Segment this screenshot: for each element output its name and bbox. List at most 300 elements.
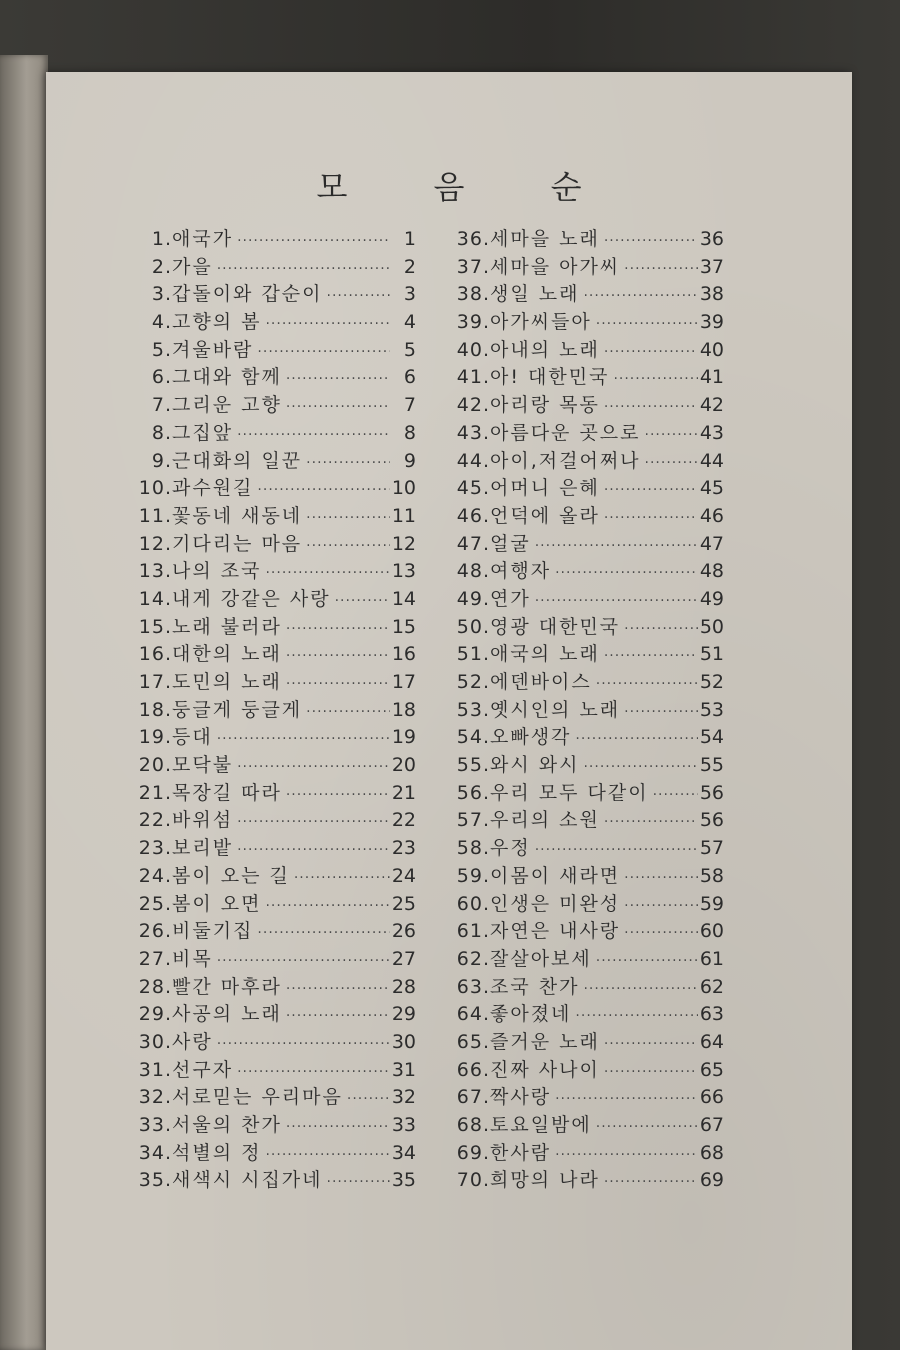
- entry-number: 54.: [456, 726, 490, 749]
- toc-entry: [126, 473, 416, 501]
- entry-number: 55.: [456, 754, 490, 777]
- leader-dots: [624, 898, 698, 914]
- leader-dots: [604, 344, 698, 360]
- entry-page-number: 58: [699, 864, 724, 887]
- entry-page-number: 10: [391, 477, 416, 500]
- toc-entry: [126, 778, 416, 806]
- leader-dots: [237, 233, 390, 249]
- toc-entry: [126, 612, 416, 640]
- entry-title: 가을: [172, 255, 213, 278]
- leader-dots: [265, 898, 390, 914]
- leader-dots: [624, 870, 698, 886]
- entry-number: 28.: [138, 975, 172, 998]
- entry-page-number: 46: [699, 504, 724, 527]
- entry-number: 48.: [456, 560, 490, 583]
- entry-title: 등대: [172, 726, 213, 749]
- entry-page-number: 56: [699, 809, 724, 832]
- entry-title: 영광 대한민국: [490, 615, 621, 638]
- entry-page-number: 7: [403, 394, 416, 417]
- entry-number: 29.: [138, 1003, 172, 1026]
- leader-dots: [286, 621, 390, 637]
- entry-number: 4.: [151, 311, 172, 334]
- leader-dots: [535, 538, 698, 554]
- entry-page-number: 11: [391, 504, 416, 527]
- leader-dots: [604, 510, 698, 526]
- entry-page-number: 50: [699, 615, 724, 638]
- toc-entry: [434, 916, 724, 944]
- entry-number: 69.: [456, 1141, 490, 1164]
- entry-page-number: 32: [391, 1086, 416, 1109]
- leader-dots: [237, 1064, 390, 1080]
- toc-entry: [434, 695, 724, 723]
- entry-number: 52.: [456, 671, 490, 693]
- entry-title: 어머니 은혜: [490, 477, 600, 500]
- leader-dots: [306, 704, 390, 720]
- entry-title: 서울의 찬가: [172, 1114, 282, 1136]
- leader-dots: [237, 842, 390, 858]
- toc-entry: [434, 529, 724, 557]
- entry-page-number: 4: [403, 311, 416, 334]
- toc-entry: [434, 861, 724, 889]
- entry-page-number: 34: [391, 1141, 416, 1164]
- entry-page-number: 37: [699, 255, 724, 278]
- entry-page-number: 19: [391, 726, 416, 749]
- leader-dots: [604, 1174, 698, 1190]
- entry-number: 32.: [138, 1086, 172, 1109]
- entry-title: 우리의 소원: [490, 809, 600, 832]
- entry-title: 겨울바람: [172, 338, 254, 361]
- entry-number: 1.: [151, 228, 172, 250]
- entry-page-number: 43: [699, 421, 724, 444]
- entry-page-number: 6: [403, 366, 416, 389]
- leader-dots: [624, 925, 698, 941]
- entry-title: 좋아졌네: [490, 1003, 572, 1026]
- entry-number: 12.: [138, 532, 172, 555]
- entry-page-number: 36: [699, 228, 724, 250]
- entry-number: 22.: [138, 809, 172, 832]
- entry-page-number: 67: [699, 1114, 724, 1136]
- toc-entry: [126, 750, 416, 778]
- toc-entry: [434, 999, 724, 1027]
- leader-dots: [583, 981, 698, 997]
- entry-number: 43.: [456, 421, 490, 444]
- leader-dots: [265, 565, 390, 581]
- entry-title: 진짜 사나이: [490, 1058, 600, 1081]
- entry-page-number: 29: [391, 1003, 416, 1026]
- entry-title: 도민의 노래: [172, 671, 282, 693]
- entry-number: 11.: [138, 504, 172, 527]
- entry-number: 65.: [456, 1030, 490, 1053]
- entry-number: 68.: [456, 1114, 490, 1136]
- entry-title: 이몸이 새라면: [490, 864, 621, 887]
- toc-entry: [434, 307, 724, 335]
- entry-number: 13.: [138, 560, 172, 583]
- entry-number: 14.: [138, 587, 172, 610]
- toc-entry: [126, 1082, 416, 1110]
- entry-number: 27.: [138, 947, 172, 970]
- entry-title: 아리랑 목동: [490, 394, 600, 417]
- entry-page-number: 45: [699, 477, 724, 500]
- entry-page-number: 23: [391, 837, 416, 860]
- leader-dots: [624, 621, 698, 637]
- entry-title: 대한의 노래: [172, 643, 282, 666]
- entry-title: 비목: [172, 947, 213, 970]
- entry-page-number: 38: [699, 283, 724, 306]
- leader-dots: [596, 953, 698, 969]
- toc-entry: [434, 446, 724, 474]
- entry-page-number: 65: [699, 1058, 724, 1081]
- entry-page-number: 57: [699, 837, 724, 860]
- entry-title: 와시 와시: [490, 754, 580, 777]
- leader-dots: [604, 1064, 698, 1080]
- toc-entry: [126, 1165, 416, 1193]
- toc-entry: [126, 944, 416, 972]
- entry-page-number: 61: [699, 947, 724, 970]
- entry-number: 31.: [138, 1058, 172, 1081]
- entry-page-number: 68: [699, 1141, 724, 1164]
- leader-dots: [596, 676, 698, 692]
- leader-dots: [257, 482, 390, 498]
- entry-number: 64.: [456, 1003, 490, 1026]
- entry-page-number: 54: [699, 726, 724, 749]
- toc-entry: [434, 833, 724, 861]
- leader-dots: [604, 648, 698, 664]
- toc-entry: [434, 1055, 724, 1083]
- leader-dots: [286, 787, 390, 803]
- toc-entry: [126, 1138, 416, 1166]
- toc-entry: [434, 501, 724, 529]
- toc-entry: [434, 390, 724, 418]
- toc-entry: [434, 335, 724, 363]
- entry-number: 18.: [138, 698, 172, 721]
- entry-title: 석별의 정: [172, 1141, 262, 1164]
- leader-dots: [624, 261, 698, 277]
- entry-page-number: 17: [391, 671, 416, 693]
- entry-number: 24.: [138, 864, 172, 887]
- entry-page-number: 51: [699, 643, 724, 666]
- leader-dots: [286, 648, 390, 664]
- entry-title: 서로믿는 우리마음: [172, 1086, 343, 1109]
- leader-dots: [237, 814, 390, 830]
- toc-entry: [126, 999, 416, 1027]
- entry-page-number: 30: [391, 1030, 416, 1053]
- entry-number: 10.: [138, 477, 172, 500]
- entry-title: 아! 대한민국: [490, 366, 610, 389]
- entry-page-number: 25: [391, 892, 416, 915]
- toc-entry: [434, 778, 724, 806]
- entry-page-number: 16: [391, 643, 416, 666]
- leader-dots: [306, 455, 390, 471]
- entry-page-number: 26: [391, 920, 416, 943]
- leader-dots: [257, 344, 390, 360]
- entry-page-number: 55: [699, 754, 724, 777]
- toc-entry: [126, 224, 416, 252]
- toc-entry: [126, 362, 416, 390]
- entry-page-number: 8: [403, 421, 416, 444]
- leader-dots: [596, 1119, 698, 1135]
- toc-entry: [434, 639, 724, 667]
- leader-dots: [555, 1147, 698, 1163]
- leader-dots: [265, 1147, 390, 1163]
- leader-dots: [286, 371, 390, 387]
- entry-number: 25.: [138, 892, 172, 915]
- entry-page-number: 69: [699, 1169, 724, 1192]
- leader-dots: [335, 593, 390, 609]
- entry-number: 8.: [151, 421, 172, 444]
- entry-number: 49.: [456, 587, 490, 610]
- entry-number: 7.: [151, 394, 172, 417]
- toc-entry: [126, 667, 416, 695]
- leader-dots: [294, 870, 390, 886]
- entry-page-number: 48: [699, 560, 724, 583]
- leader-dots: [217, 953, 390, 969]
- entry-page-number: 41: [699, 366, 724, 389]
- entry-title: 고향의 봄: [172, 311, 262, 334]
- leader-dots: [327, 288, 390, 304]
- toc-entry: [434, 944, 724, 972]
- entry-title: 아름다운 곳으로: [490, 421, 641, 444]
- toc-entry: [126, 889, 416, 917]
- toc-entry: [434, 667, 724, 695]
- entry-number: 15.: [138, 615, 172, 638]
- entry-page-number: 60: [699, 920, 724, 943]
- toc-entry: [434, 252, 724, 280]
- entry-page-number: 21: [391, 781, 416, 804]
- entry-title: 갑돌이와 갑순이: [172, 283, 323, 306]
- leader-dots: [217, 1036, 390, 1052]
- entry-number: 26.: [138, 920, 172, 943]
- entry-title: 봄이 오는 길: [172, 864, 290, 887]
- toc-entry: [434, 722, 724, 750]
- leader-dots: [265, 316, 390, 332]
- entry-title: 노래 불러라: [172, 615, 282, 638]
- entry-number: 17.: [138, 671, 172, 693]
- entry-title: 바위섬: [172, 809, 234, 832]
- toc-entry: [126, 722, 416, 750]
- entry-title: 연가: [490, 587, 531, 610]
- leader-dots: [653, 787, 698, 803]
- toc-entry: [126, 1027, 416, 1055]
- toc-entry: [126, 1055, 416, 1083]
- toc-entry: [126, 307, 416, 335]
- entry-title: 우리 모두 다같이: [490, 781, 649, 804]
- entry-page-number: 12: [391, 532, 416, 555]
- entry-page-number: 31: [391, 1058, 416, 1081]
- toc-entry: [434, 889, 724, 917]
- entry-page-number: 63: [699, 1003, 724, 1026]
- leader-dots: [604, 482, 698, 498]
- toc-entry: [434, 1165, 724, 1193]
- entry-number: 58.: [456, 837, 490, 860]
- toc-entry: [434, 362, 724, 390]
- entry-number: 46.: [456, 504, 490, 527]
- entry-page-number: 59: [699, 892, 724, 915]
- entry-title: 우정: [490, 837, 531, 860]
- entry-title: 얼굴: [490, 532, 531, 555]
- leader-dots: [347, 1091, 390, 1107]
- leader-dots: [583, 288, 698, 304]
- entry-title: 인생은 미완성: [490, 892, 621, 915]
- leader-dots: [575, 731, 698, 747]
- entry-page-number: 33: [391, 1114, 416, 1136]
- entry-page-number: 18: [391, 698, 416, 721]
- entry-page-number: 42: [699, 394, 724, 417]
- entry-title: 짝사랑: [490, 1086, 552, 1109]
- entry-page-number: 5: [403, 338, 416, 361]
- leader-dots: [237, 427, 390, 443]
- entry-title: 보리밭: [172, 837, 234, 860]
- entry-page-number: 56: [699, 781, 724, 804]
- entry-title: 그대와 함께: [172, 366, 282, 389]
- entry-title: 내게 강같은 사랑: [172, 587, 331, 610]
- entry-page-number: 44: [699, 449, 724, 472]
- entry-title: 아내의 노래: [490, 338, 600, 361]
- toc-entry: [126, 529, 416, 557]
- entry-number: 50.: [456, 615, 490, 638]
- toc-entry: [126, 639, 416, 667]
- toc-entry: [126, 252, 416, 280]
- entry-number: 34.: [138, 1141, 172, 1164]
- entry-page-number: 13: [391, 560, 416, 583]
- entry-page-number: 27: [391, 947, 416, 970]
- leader-dots: [286, 676, 390, 692]
- leader-dots: [327, 1174, 390, 1190]
- toc-entry: [126, 418, 416, 446]
- leader-dots: [613, 371, 698, 387]
- leader-dots: [604, 814, 698, 830]
- entry-number: 44.: [456, 449, 490, 472]
- leader-dots: [286, 1119, 390, 1135]
- entry-title: 세마을 노래: [490, 228, 600, 250]
- entry-title: 비둘기집: [172, 920, 254, 943]
- entry-title: 사공의 노래: [172, 1003, 282, 1026]
- entry-title: 아이,저걸어쩌나: [490, 449, 641, 472]
- entry-number: 36.: [456, 228, 490, 250]
- entry-number: 38.: [456, 283, 490, 306]
- entry-title: 한사람: [490, 1141, 552, 1164]
- entry-title: 그리운 고향: [172, 394, 282, 417]
- entry-page-number: 66: [699, 1086, 724, 1109]
- entry-title: 나의 조국: [172, 560, 262, 583]
- leader-dots: [217, 261, 390, 277]
- toc-entry: [126, 279, 416, 307]
- entry-page-number: 49: [699, 587, 724, 610]
- entry-page-number: 40: [699, 338, 724, 361]
- leader-dots: [535, 593, 698, 609]
- entry-title: 잘살아보세: [490, 947, 592, 970]
- toc-column-right: [434, 224, 724, 1193]
- entry-title: 둥글게 둥글게: [172, 698, 303, 721]
- entry-page-number: 2: [403, 255, 416, 278]
- leader-dots: [286, 981, 390, 997]
- entry-title: 자연은 내사랑: [490, 920, 621, 943]
- entry-number: 45.: [456, 477, 490, 500]
- entry-page-number: 53: [699, 698, 724, 721]
- entry-number: 57.: [456, 809, 490, 832]
- toc-entry: [126, 390, 416, 418]
- toc-entry: [434, 556, 724, 584]
- toc-entry: [434, 473, 724, 501]
- toc-entry: [434, 1110, 724, 1138]
- leader-dots: [575, 1008, 698, 1024]
- toc-entry: [126, 501, 416, 529]
- entry-page-number: 28: [391, 975, 416, 998]
- entry-number: 42.: [456, 394, 490, 417]
- entry-number: 67.: [456, 1086, 490, 1109]
- toc-entry: [126, 584, 416, 612]
- entry-number: 47.: [456, 532, 490, 555]
- entry-title: 근대화의 일꾼: [172, 449, 303, 472]
- entry-number: 41.: [456, 366, 490, 389]
- entry-title: 애국의 노래: [490, 643, 600, 666]
- toc-entry: [434, 279, 724, 307]
- entry-number: 66.: [456, 1058, 490, 1081]
- entry-number: 53.: [456, 698, 490, 721]
- toc-entry: [434, 1138, 724, 1166]
- entry-page-number: 47: [699, 532, 724, 555]
- toc-entry: [126, 446, 416, 474]
- entry-title: 생일 노래: [490, 283, 580, 306]
- leader-dots: [237, 759, 390, 775]
- leader-dots: [555, 1091, 698, 1107]
- toc-entry: [126, 916, 416, 944]
- entry-page-number: 52: [699, 671, 724, 693]
- leader-dots: [286, 399, 390, 415]
- page-title: 모 음 순: [316, 168, 620, 206]
- book-page: [46, 72, 852, 1350]
- entry-page-number: 64: [699, 1030, 724, 1053]
- entry-title: 에덴바이스: [490, 671, 592, 693]
- entry-number: 56.: [456, 781, 490, 804]
- entry-title: 즐거운 노래: [490, 1030, 600, 1053]
- entry-page-number: 14: [391, 587, 416, 610]
- entry-title: 그집앞: [172, 421, 234, 444]
- toc-entry: [126, 972, 416, 1000]
- entry-title: 오빠생각: [490, 726, 572, 749]
- leader-dots: [306, 538, 390, 554]
- entry-page-number: 20: [391, 754, 416, 777]
- toc-entry: [126, 1110, 416, 1138]
- entry-title: 여행자: [490, 560, 552, 583]
- entry-page-number: 62: [699, 975, 724, 998]
- entry-title: 애국가: [172, 228, 234, 250]
- toc-entry: [126, 695, 416, 723]
- leader-dots: [257, 925, 390, 941]
- entry-title: 조국 찬가: [490, 975, 580, 998]
- entry-page-number: 15: [391, 615, 416, 638]
- entry-page-number: 24: [391, 864, 416, 887]
- entry-page-number: 39: [699, 311, 724, 334]
- entry-number: 16.: [138, 643, 172, 666]
- entry-number: 6.: [151, 366, 172, 389]
- leader-dots: [604, 399, 698, 415]
- leader-dots: [555, 565, 698, 581]
- toc-entry: [434, 584, 724, 612]
- entry-title: 선구자: [172, 1058, 234, 1081]
- entry-number: 35.: [138, 1169, 172, 1192]
- toc-entry: [434, 418, 724, 446]
- entry-number: 59.: [456, 864, 490, 887]
- toc-entry: [126, 335, 416, 363]
- toc-entry: [434, 972, 724, 1000]
- toc-entry: [126, 805, 416, 833]
- entry-page-number: 9: [403, 449, 416, 472]
- toc-entry: [126, 556, 416, 584]
- entry-title: 꽃동네 새동네: [172, 504, 303, 527]
- entry-number: 62.: [456, 947, 490, 970]
- leader-dots: [604, 1036, 698, 1052]
- entry-number: 70.: [456, 1169, 490, 1192]
